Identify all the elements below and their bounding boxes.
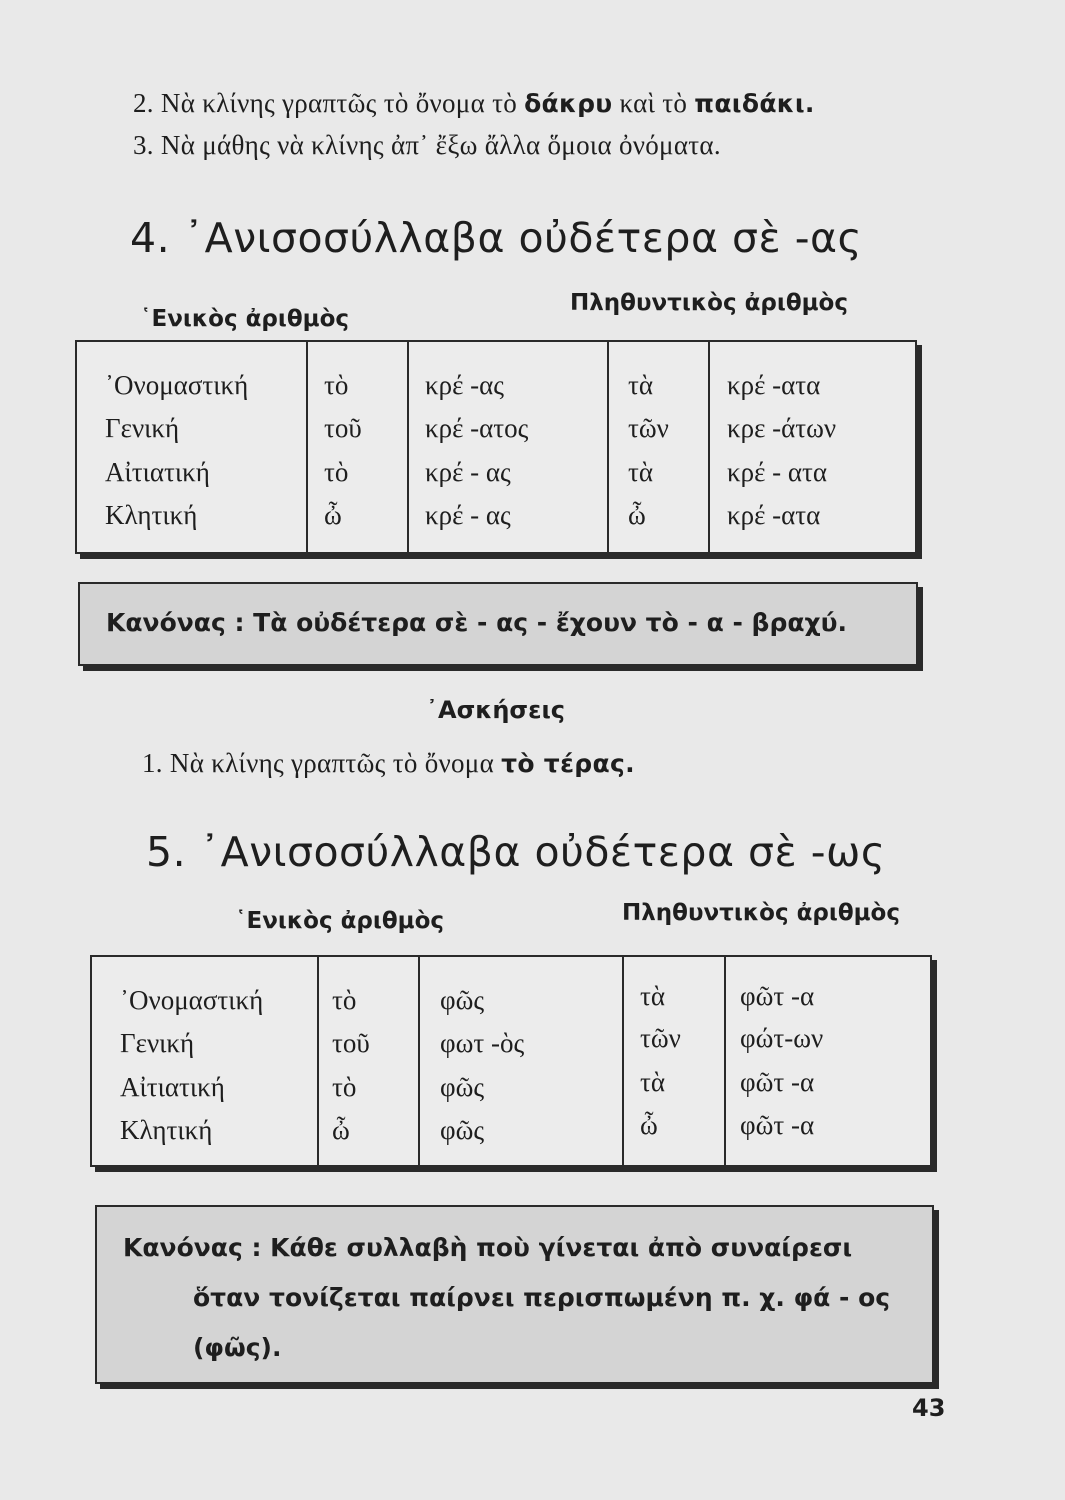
exercise-1: 1. Νὰ κλίνης γραπτῶς τὸ ὄνομα τὸ τέρας.	[142, 748, 635, 778]
section-4-singular-head: ῾Ενικὸς ἀριθμὸς	[140, 306, 350, 332]
table-cell: ὦ	[640, 1110, 658, 1140]
table-cell: τὸ	[332, 1072, 357, 1102]
table-cell: ὦ	[324, 500, 342, 530]
table-cell: κρέ - ας	[425, 500, 511, 530]
section-5-plural-head: Πληθυντικὸς ἀριθμὸς	[622, 900, 900, 926]
rule-box-kreas	[78, 582, 918, 666]
table-cell: Κλητική	[120, 1115, 213, 1145]
table-cell: ᾿Ονομαστική	[105, 370, 249, 400]
rule-text: Κανόνας : Τὰ οὐδέτερα σὲ - ας - ἔχουν τὸ - α - βραχύ.	[106, 608, 848, 637]
table-cell: φῶτ -α	[740, 981, 815, 1011]
table-cell: τοῦ	[324, 413, 362, 443]
table-cell: φῶς	[440, 1072, 485, 1102]
table-cell: φῶς	[440, 1115, 485, 1145]
table-cell: Γενική	[120, 1028, 195, 1058]
table-cell: τὸ	[324, 370, 349, 400]
table-cell: τὰ	[628, 457, 653, 487]
section-5-title: 5. ᾿Ανισοσύλλαβα οὐδέτερα σὲ -ως	[146, 828, 886, 876]
exercises-title: ᾿Ασκήσεις	[426, 696, 566, 724]
section-4-plural-head: Πληθυντικὸς ἀριθμὸς	[570, 290, 848, 316]
table-cell: φῶς	[440, 985, 485, 1015]
rule-text-line-3: (φῶς).	[193, 1333, 282, 1362]
table-cell: κρέ -ατα	[727, 370, 821, 400]
table-cell: τὰ	[628, 370, 653, 400]
table-cell: ὦ	[332, 1115, 350, 1145]
rule-text-line-1: Κανόνας : Κάθε συλλαβὴ ποὺ γίνεται ἀπὸ συναίρεσι	[123, 1233, 853, 1262]
table-cell: φωτ -ὸς	[440, 1028, 525, 1058]
table-cell: τῶν	[640, 1023, 681, 1053]
page-number: 43	[912, 1394, 946, 1422]
table-cell: Αἰτιατική	[120, 1072, 225, 1102]
table-cell: κρέ -ας	[425, 370, 504, 400]
table-cell: φῶτ -α	[740, 1067, 815, 1097]
table-cell: τοῦ	[332, 1028, 370, 1058]
declension-table-kreas	[75, 340, 917, 554]
declension-table-fos	[90, 955, 932, 1167]
table-cell: τὰ	[640, 1067, 665, 1097]
table-cell: φῶτ -α	[740, 1110, 815, 1140]
table-cell: κρέ - ατα	[727, 457, 828, 487]
rule-box-fos	[95, 1205, 934, 1384]
table-cell: τὸ	[324, 457, 349, 487]
table-cell: ᾿Ονομαστική	[120, 985, 264, 1015]
table-cell: τὸ	[332, 985, 357, 1015]
exercise-2: 2. Νὰ κλίνης γραπτῶς τὸ ὄνομα τὸ δάκρυ καὶ τὸ παιδάκι.	[133, 88, 815, 118]
table-cell: φώτ-ων	[740, 1023, 824, 1053]
table-cell: Γενική	[105, 413, 180, 443]
table-cell: κρέ -ατος	[425, 413, 529, 443]
table-cell: Αἰτιατική	[105, 457, 210, 487]
table-cell: κρέ - ας	[425, 457, 511, 487]
table-cell: κρε -άτων	[727, 413, 837, 443]
table-cell: τῶν	[628, 413, 669, 443]
table-cell: ὦ	[628, 500, 646, 530]
table-cell: κρέ -ατα	[727, 500, 821, 530]
section-5-singular-head: ῾Ενικὸς ἀριθμὸς	[235, 908, 445, 934]
table-cell: Κλητική	[105, 500, 198, 530]
rule-text-line-2: ὅταν τονίζεται παίρνει περισπωμένη π. χ. φά - ος	[193, 1283, 891, 1312]
table-cell: τὰ	[640, 981, 665, 1011]
exercise-3: 3. Νὰ μάθης νὰ κλίνης ἀπ᾿ ἔξω ἄλλα ὅμοια ὀνόματα.	[133, 130, 721, 160]
section-4-title: 4. ᾿Ανισοσύλλαβα οὐδέτερα σὲ -ας	[130, 214, 863, 262]
